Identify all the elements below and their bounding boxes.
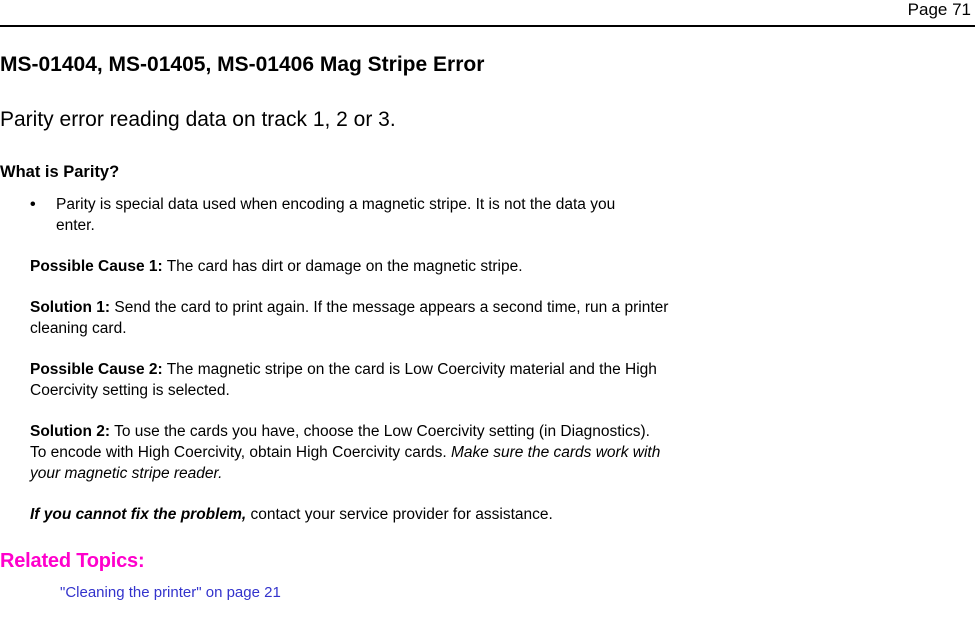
closing-emphasis: If you cannot fix the problem, [30,506,247,523]
solution-2-emphasis: Make sure the cards work with your magnetic stripe reader. [30,444,661,482]
possible-cause-2-text: The magnetic stripe on the card is Low Coercivity material and the High Coercivity setting is selected. [30,361,657,399]
closing-paragraph [30,504,670,525]
solution-2-label: Solution 2: [30,423,111,440]
page-header [0,0,975,26]
possible-cause-2-paragraph [30,359,670,401]
solution-2-text: To use the cards you have, choose the Low Coercivity setting (in Diagnostics). To encode with High Coercivity, obtain High Coercivity cards. [30,423,650,461]
solution-1-text: Send the card to print again. If the message appears a second time, run a printer cleaning card. [30,299,669,337]
closing-text: contact your service provider for assistance. [246,506,553,523]
bullet-item-text: Parity is special data used when encoding a magnetic stripe. It is not the data you enter. [56,196,616,234]
bullet-list-item [0,194,975,236]
possible-cause-1-label: Possible Cause 1: [30,258,163,275]
possible-cause-1-text: The card has dirt or damage on the magnetic stripe. [162,258,523,275]
section-heading-what-is-parity: What is Parity? [0,163,120,181]
related-topics-heading: Related Topics: [0,550,145,572]
solution-1-label: Solution 1: [30,299,111,316]
solution-1-paragraph [30,297,670,339]
page-subtitle: Parity error reading data on track 1, 2 or 3. [0,108,396,131]
page-number: Page 71 [907,0,971,19]
page-title: MS-01404, MS-01405, MS-01406 Mag Stripe Error [0,53,485,76]
related-topic-link-cleaning-the-printer[interactable]: "Cleaning the printer" on page 21 [60,584,281,601]
bullet-marker-icon: • [30,196,36,213]
possible-cause-1-paragraph [30,256,670,277]
document-content [0,52,975,603]
header-divider [0,25,975,27]
possible-cause-2-label: Possible Cause 2: [30,361,163,378]
solution-2-paragraph [30,421,670,484]
